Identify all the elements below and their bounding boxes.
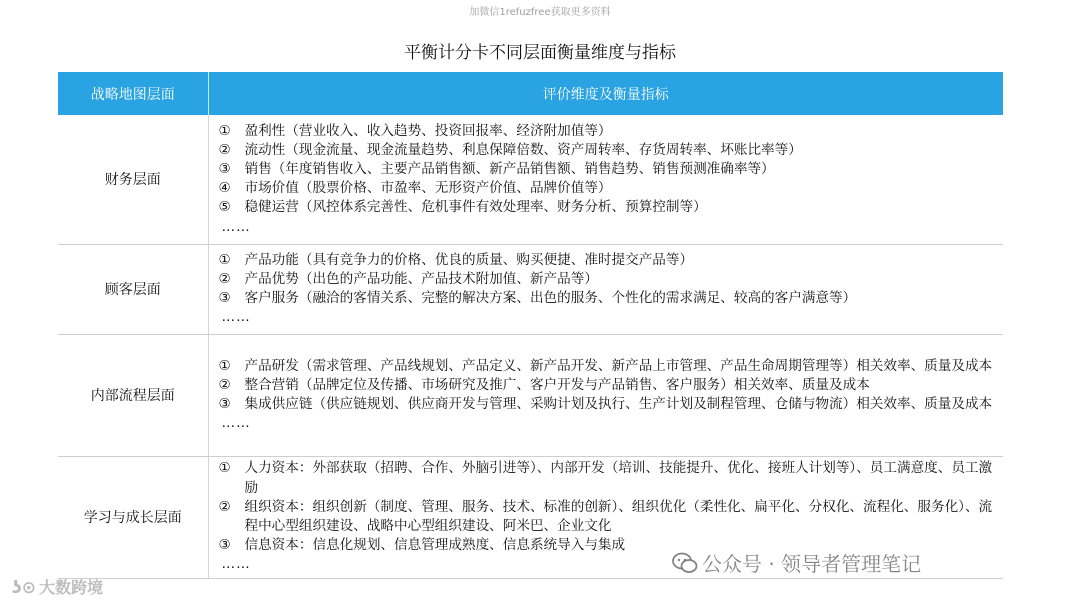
item-number: ① bbox=[218, 251, 231, 268]
table-row bbox=[58, 334, 1003, 456]
table-row bbox=[58, 244, 1003, 334]
metrics-cell bbox=[208, 115, 1003, 244]
layer-label: 内部流程层面 bbox=[58, 334, 208, 456]
metric-item bbox=[219, 270, 994, 289]
item-number: ② bbox=[218, 376, 231, 393]
bottom-left-watermark bbox=[12, 575, 103, 598]
item-text: 产品研发（需求管理、产品线规划、产品定义、新产品开发、新产品上市管理、产品生命周期管理等）相关效率、质量及成本 bbox=[244, 357, 993, 374]
item-number: ③ bbox=[218, 396, 231, 412]
item-text: 盈利性（营业收入、收入趋势、投资回报率、经济附加值等） bbox=[244, 122, 612, 139]
metric-item bbox=[219, 395, 994, 414]
top-watermark: 加微信1refuzfree获取更多资料 bbox=[469, 7, 611, 18]
page-title: 平衡计分卡不同层面衡量维度与指标 bbox=[404, 43, 676, 63]
wechat-icon bbox=[672, 552, 698, 574]
item-number: ② bbox=[218, 141, 231, 158]
table-row bbox=[58, 115, 1003, 244]
header-layer: 战略地图层面 bbox=[58, 72, 208, 115]
item-text: 销售（年度销售收入、主要产品销售额、新产品销售额、销售趋势、销售预测准确率等） bbox=[244, 161, 775, 178]
item-number: ② bbox=[218, 270, 231, 287]
metric-item bbox=[219, 122, 994, 141]
header-metrics: 评价维度及衡量指标 bbox=[208, 72, 1003, 115]
metric-item bbox=[219, 160, 994, 179]
metric-item bbox=[219, 357, 994, 376]
item-number: ③ bbox=[218, 290, 231, 306]
item-text: 组织资本：组织创新（制度、管理、服务、技术、标准的创新）、组织优化（柔性化、扁平化、分权化、流程化、服务化）、流程中心型组织建设、战略中心型组织建设、阿米巴、企业文化 bbox=[244, 498, 993, 534]
metric-item bbox=[219, 376, 994, 395]
item-number: ④ bbox=[218, 180, 231, 197]
item-text: 客户服务（融洽的客情关系、完整的解决方案、出色的服务、个性化的需求满足、较高的客户满意等） bbox=[244, 290, 857, 306]
item-number: ① bbox=[218, 460, 231, 477]
layer-label: 顾客层面 bbox=[58, 244, 208, 334]
layer-label: 学习与成长层面 bbox=[58, 456, 208, 578]
item-number: ⑤ bbox=[218, 199, 231, 216]
item-number: ③ bbox=[218, 537, 231, 554]
item-text: 产品功能（具有竞争力的价格、优良的质量、购买便捷、准时提交产品等） bbox=[244, 251, 694, 268]
metric-item bbox=[219, 289, 994, 308]
layer-label: 财务层面 bbox=[58, 115, 208, 244]
item-text: 集成供应链（供应链规划、供应商开发与管理、采购计划及执行、生产计划及制程管理、仓储与物流）相关效率、质量及成本 bbox=[244, 396, 993, 412]
metric-item bbox=[219, 251, 994, 270]
item-text: 整合营销（品牌定位及传播、市场研究及推广、客户开发与产品销售、客户服务）相关效率、质量及成本 bbox=[244, 376, 870, 393]
item-text: 流动性（现金流量、现金流量趋势、利息保障倍数、资产周转率、存货周转率、坏账比率等） bbox=[244, 141, 802, 158]
metrics-cell bbox=[208, 334, 1003, 456]
metric-item bbox=[219, 198, 994, 217]
item-number: ③ bbox=[218, 161, 231, 178]
item-number: ① bbox=[218, 357, 231, 374]
wechat-watermark bbox=[672, 548, 921, 577]
more-ellipsis: …… bbox=[221, 415, 251, 432]
metrics-cell bbox=[208, 244, 1003, 334]
more-ellipsis: …… bbox=[221, 309, 251, 326]
item-number: ① bbox=[218, 122, 231, 139]
item-text: 人力资本：外部获取（招聘、合作、外脑引进等）、内部开发（培训、技能提升、优化、接班人计划等）、员工满意度、员工激励 bbox=[244, 460, 993, 496]
metric-item bbox=[219, 141, 994, 160]
item-text: 稳健运营（风控体系完善性、危机事件有效处理率、财务分析、预算控制等） bbox=[244, 199, 707, 216]
more-ellipsis: …… bbox=[221, 556, 251, 573]
item-text: 信息资本：信息化规划、信息管理成熟度、信息系统导入与集成 bbox=[244, 537, 626, 554]
brand-logo-icon: ʖ⊙ bbox=[12, 578, 36, 598]
more-ellipsis: …… bbox=[221, 218, 251, 235]
item-text: 市场价值（股票价格、市盈率、无形资产价值、品牌价值等） bbox=[244, 180, 612, 197]
wechat-watermark-text: 公众号 · 领导者管理笔记 bbox=[702, 552, 922, 576]
metric-item bbox=[219, 498, 994, 536]
item-text: 产品优势（出色的产品功能、产品技术附加值、新产品等） bbox=[244, 270, 598, 287]
table-header-row bbox=[58, 72, 1003, 115]
bottom-left-watermark-text: 大数跨境 bbox=[38, 578, 103, 597]
metric-item bbox=[219, 459, 994, 497]
metric-item bbox=[219, 179, 994, 198]
item-number: ② bbox=[218, 498, 231, 515]
bsc-table bbox=[58, 72, 1003, 579]
